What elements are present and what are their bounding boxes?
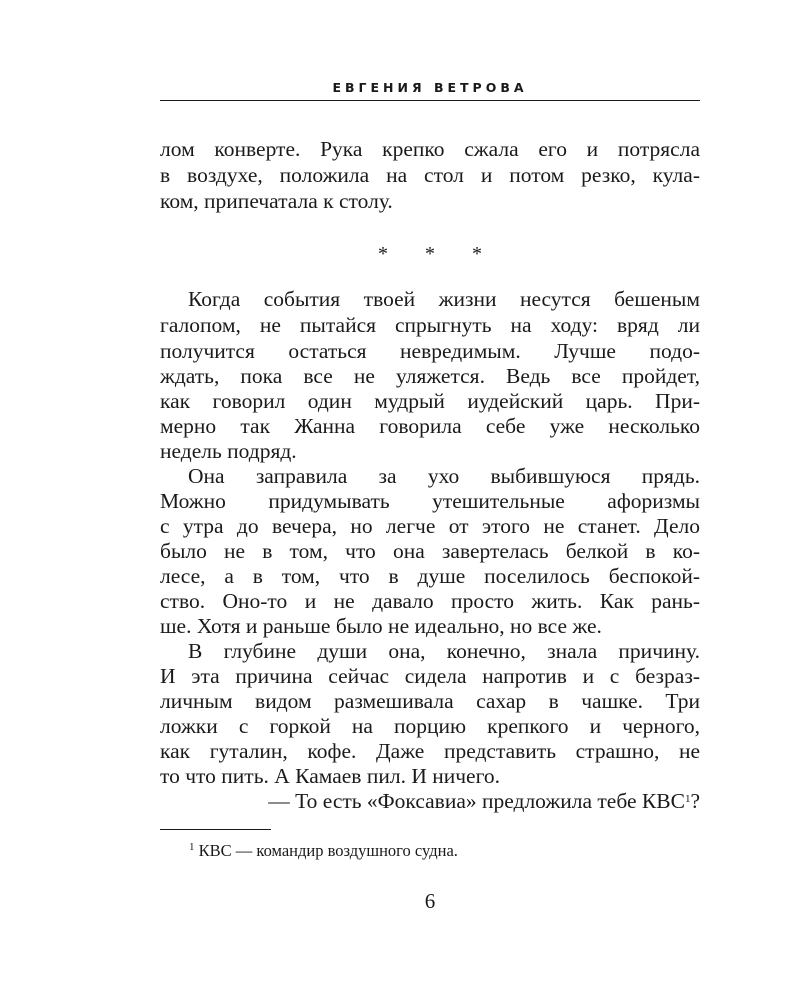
text-line: Когда события твоей жизни несутся бешеным <box>188 287 700 311</box>
page-number: 6 <box>424 889 436 913</box>
running-header-author: ЕВГЕНИЯ ВЕТРОВА <box>332 80 528 95</box>
text-line: галопом, не пытайся спрыгнуть на ходу: вряд ли <box>160 313 700 337</box>
text-line: Она заправила за ухо выбившуюся прядь. <box>188 464 700 488</box>
header-divider <box>160 100 700 101</box>
text-line: как говорил один мудрый иудейский царь. При- <box>160 389 700 413</box>
text-line: Можно придумывать утешительные афоризмы <box>160 489 700 513</box>
text-line: лом конверте. Рука крепко сжала его и потрясла <box>160 137 700 161</box>
dialogue-text: — То есть «Фоксавиа» предложила тебе КВС <box>268 789 685 813</box>
text-line: лесе, а в том, что в душе поселилось беспокой- <box>160 564 700 588</box>
text-line: ложки с горкой на порцию крепкого и черного, <box>160 714 700 738</box>
text-line: то что пить. А Камаев пил. И ничего. <box>160 764 500 788</box>
section-separator: * * * <box>378 243 498 265</box>
text-line: В глубине души она, конечно, знала причину. <box>188 639 700 663</box>
text-line: как гуталин, кофе. Даже представить страшно, не <box>160 739 700 763</box>
text-line: И эта причина сейчас сидела напротив и с безраз- <box>160 664 700 688</box>
footnote <box>189 841 458 861</box>
footnote-divider <box>160 829 271 830</box>
text-line: в воздухе, положила на стол и потом резко, кула- <box>160 163 700 187</box>
text-line: мерно так Жанна говорила себе уже несколько <box>160 414 700 438</box>
footnote-marker: 1 <box>189 841 195 853</box>
dialogue-question-mark: ? <box>690 789 700 813</box>
text-line: ком, припечатала к столу. <box>160 189 393 213</box>
footnote-reference: 1 <box>684 793 691 805</box>
text-line-dialogue <box>188 789 700 813</box>
text-line: ждать, пока все не уляжется. Ведь все пройдет, <box>160 364 700 388</box>
text-line: получится остаться невредимым. Лучше подо- <box>160 339 700 363</box>
text-line: ство. Оно-то и не давало просто жить. Как рань- <box>160 589 700 613</box>
footnote-text: КВС — командир воздушного судна. <box>198 841 458 860</box>
text-line: недель подряд. <box>160 439 297 463</box>
text-line: было не в том, что она завертелась белкой в ко- <box>160 539 700 563</box>
text-line: ше. Хотя и раньше было не идеально, но все же. <box>160 614 602 638</box>
text-line: личным видом размешивала сахар в чашке. Три <box>160 689 700 713</box>
text-line: с утра до вечера, но легче от этого не станет. Дело <box>160 514 700 538</box>
